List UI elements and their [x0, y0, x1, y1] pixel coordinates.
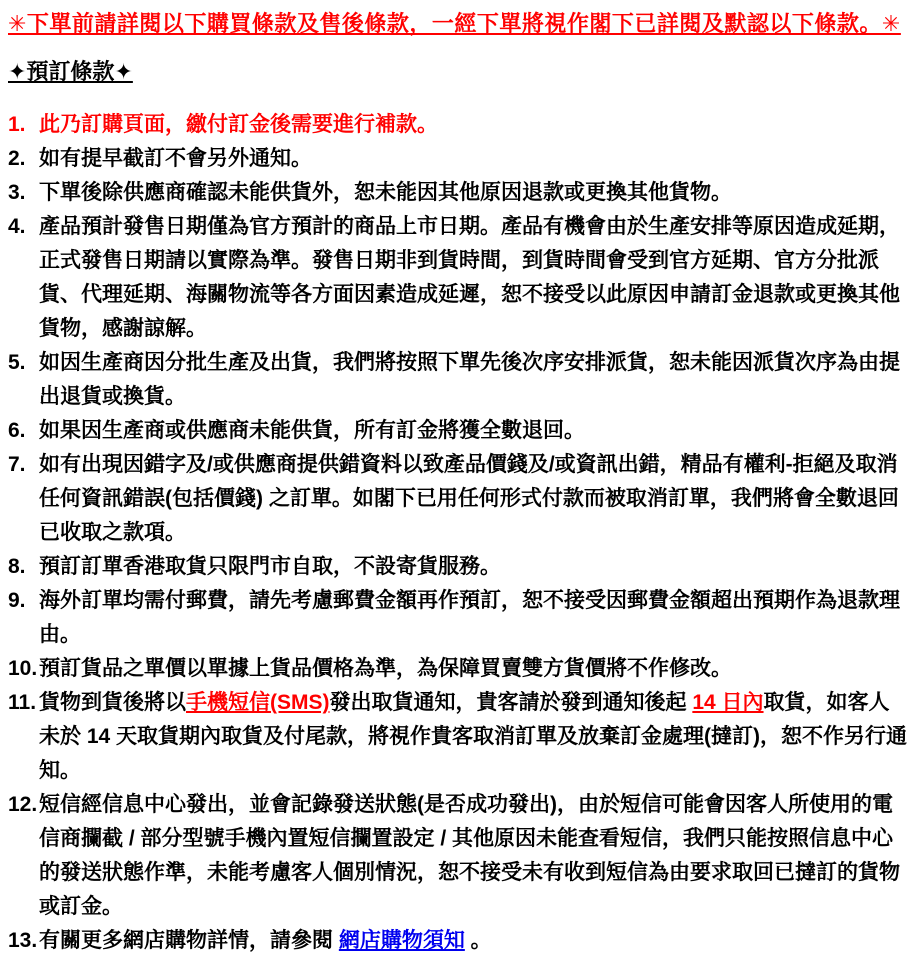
term-text: [39, 108, 907, 142]
term-text-segment: 貨物到貨後將以: [39, 691, 186, 714]
store-shopping-notice-link[interactable]: 網店購物須知: [338, 929, 465, 952]
term-item: [8, 924, 907, 958]
term-text-segment: 預訂貨品之單價以單據上貨品價格為準，為保障買賣雙方貨價將不作修改。: [39, 657, 732, 680]
term-number: 13.: [8, 929, 38, 952]
term-text-segment: 如有出現因錯字及/或供應商提供錯資料以致產品價錢及/或資訊出錯，精品有權利-拒絕及取消任何資訊錯誤(包括價錢) 之訂單。如閣下已用任何形式付款而被取消訂單，我們將會全數退回已收取之款項。: [39, 453, 899, 544]
term-item: [8, 584, 907, 652]
term-number: 4.: [8, 215, 26, 238]
term-item: [8, 550, 907, 584]
term-text: [39, 788, 907, 924]
term-item: [8, 652, 907, 686]
term-text: [39, 924, 907, 958]
term-item: [8, 210, 907, 346]
term-number: 8.: [8, 555, 26, 578]
term-number: 12.: [8, 793, 38, 816]
term-number: 1.: [8, 113, 26, 136]
term-item: [8, 176, 907, 210]
term-item: [8, 346, 907, 414]
term-number: 3.: [8, 181, 26, 204]
term-number: 6.: [8, 419, 26, 442]
term-text-segment: 發出取貨通知，貴客請於發到通知後起: [329, 691, 693, 714]
term-item: [8, 686, 907, 788]
term-text: [39, 686, 907, 788]
term-text-segment: 手機短信(SMS): [186, 691, 330, 714]
term-text-segment: 如有提早截訂不會另外通知。: [39, 147, 312, 170]
term-text: [39, 176, 907, 210]
term-text-segment: 。: [464, 929, 492, 952]
term-text: [39, 210, 907, 346]
term-number: 5.: [8, 351, 26, 374]
section-title-preorder-terms: [8, 58, 907, 86]
section-title-text: ✦預訂條款✦: [8, 59, 133, 84]
purchase-notice-header: ✳下單前請詳閱以下購買條款及售後條款，一經下單將視作閣下已詳閱及默認以下條款。✳: [8, 11, 901, 36]
term-text: [39, 142, 907, 176]
term-text-segment: 下單後除供應商確認未能供貨外，恕未能因其他原因退款或更換其他貨物。: [39, 181, 732, 204]
term-item: [8, 448, 907, 550]
term-text-segment: 海外訂單均需付郵費，請先考慮郵費金額再作預訂，恕不接受因郵費金額超出預期作為退款理由。: [39, 589, 900, 646]
term-text-segment: 如果因生產商或供應商未能供貨，所有訂金將獲全數退回。: [39, 419, 585, 442]
term-number: 11.: [8, 691, 37, 714]
term-text-segment: 短信經信息中心發出，並會記錄發送狀態(是否成功發出)，由於短信可能會因客人所使用的電信商攔截 / 部分型號手機內置短信攔置設定 / 其他原因未能查看短信，我們只能按照信息中心的發送狀態作準，未能考慮客人個別情況，恕不接受未有收到短信為由要求取回已撻訂的貨物或訂金。: [39, 793, 900, 918]
term-text: [39, 652, 907, 686]
term-text-segment: 產品預計發售日期僅為官方預計的商品上市日期。產品有機會由於生產安排等原因造成延期，正式發售日期請以實際為準。發售日期非到貨時間，到貨時間會受到官方延期、官方分批派貨、代理延期、海關物流等各方面因素造成延遲，恕不接受以此原因申請訂金退款或更換其他貨物，感謝諒解。: [39, 215, 900, 340]
term-number: 10.: [8, 657, 38, 680]
term-text-segment: 此乃訂購頁面，繳付訂金後需要進行補款。: [39, 113, 438, 136]
term-text-segment: 預訂訂單香港取貨只限門市自取，不設寄貨服務。: [39, 555, 501, 578]
term-number: 2.: [8, 147, 26, 170]
term-text-segment: 如因生產商因分批生產及出貨，我們將按照下單先後次序安排派貨，恕未能因派貨次序為由提出退貨或換貨。: [39, 351, 900, 408]
term-text: [39, 414, 907, 448]
term-item: [8, 788, 907, 924]
term-text: [39, 346, 907, 414]
term-text: [39, 584, 907, 652]
term-text: [39, 550, 907, 584]
term-text-segment: 取貨，如客人未於 14 天取貨期內取貨及付尾款，將視作貴客取消訂單及放棄訂金處理(撻訂)，恕不作另行通知。: [39, 691, 908, 782]
term-number: 7.: [8, 453, 26, 476]
term-text-segment: 14 日內: [692, 691, 764, 714]
term-number: 9.: [8, 589, 26, 612]
term-item: [8, 142, 907, 176]
term-text-segment: 有關更多網店購物詳情，請參閱: [39, 929, 339, 952]
term-text: [39, 448, 907, 550]
term-item: [8, 414, 907, 448]
term-item: [8, 108, 907, 142]
terms-list: [8, 108, 907, 958]
